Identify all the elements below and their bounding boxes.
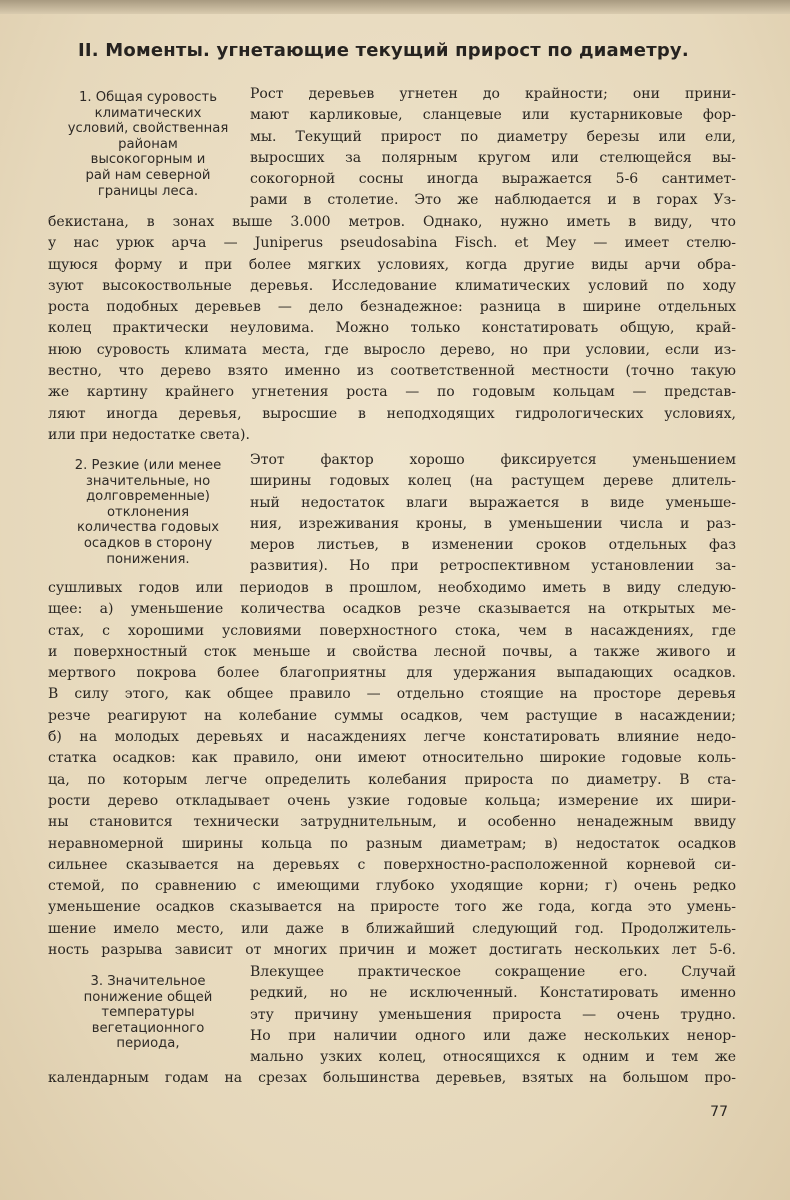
side-label-line: понижение общей bbox=[83, 989, 213, 1005]
section-heading: II. Моменты. угнетающие текущий прирост по диаметру. bbox=[78, 40, 689, 61]
section1-side-label bbox=[48, 90, 248, 199]
text-line: у нас урюк арча — Juniperus pseudosabina Fisch. et Mey — имеет стелю- bbox=[48, 235, 736, 252]
text-line: щее: а) уменьшение количества осадков резче сказывается на открытых ме- bbox=[48, 601, 736, 618]
text-line: ны становится технически затруднительным, и особенно ненадежным ввиду bbox=[48, 814, 736, 831]
text-line: бекистана, в зонах выше 3.000 метров. Однако, нужно иметь в виду, что bbox=[48, 214, 736, 230]
text-line: и поверхностный сток меньше и свойства лесной почвы, а также живого и bbox=[48, 643, 736, 660]
side-label-line: понижения. bbox=[106, 551, 190, 567]
section2-side-label bbox=[48, 458, 248, 567]
text-line: ширины годовых колец (на растущем дереве длитель- bbox=[250, 473, 736, 490]
text-line: статка осадков: как правило, они имеют относительно широкие годовые коль- bbox=[48, 750, 736, 767]
text-line: выросших за полярным кругом или стелющейся вы- bbox=[250, 149, 736, 166]
text-line: же картину крайнего угнетения роста — по годовым кольцам — представ- bbox=[48, 384, 736, 401]
text-line: сокогорной сосны иногда выражается 5-6 сантимет- bbox=[250, 171, 736, 188]
text-line: щуюся форму и при более мягких условиях, когда другие виды арчи обра- bbox=[48, 256, 736, 273]
text-line: календарным годам на срезах большинства деревьев, взятых на большом про- bbox=[48, 1070, 736, 1086]
text-line: рами в столетие. Это же наблюдается и в горах Уз- bbox=[250, 192, 736, 209]
text-line: роста подобных деревьев — дело безнадежное: разница в ширине отдельных bbox=[48, 299, 736, 316]
side-label-line: температуры bbox=[101, 1005, 195, 1021]
text-line: б) на молодых деревьях и насаждениях легче констатировать влияние недо- bbox=[48, 729, 736, 746]
text-line: стах, с хорошими условиями поверхностного стока, чем в насаждениях, где bbox=[48, 622, 736, 639]
section2-paragraph-top bbox=[250, 450, 736, 578]
text-line: ляют иногда деревья, выросшие в неподходящих гидрологических условиях, bbox=[48, 405, 736, 422]
text-line: зуют высокоствольные деревья. Исследование климатических условий по ходу bbox=[48, 277, 736, 294]
text-line: редкий, но не исключенный. Констатировать именно bbox=[250, 985, 736, 1002]
text-line: меров листьев, в изменении сроков отдельных фаз bbox=[250, 537, 736, 554]
text-line: Этот фактор хорошо фиксируется уменьшением bbox=[250, 452, 736, 468]
side-label-line: количества годовых bbox=[76, 520, 220, 536]
side-label-line: значительные, но bbox=[85, 473, 211, 489]
text-line: сушливых годов или периодов в прошлом, необходимо иметь в виду следую- bbox=[48, 580, 736, 596]
side-label-line: рай нам северной bbox=[85, 167, 211, 183]
side-label-line: 2. Резкие (или менее bbox=[74, 458, 222, 473]
side-label-line: осадков в сторону bbox=[83, 535, 213, 551]
text-line: стемой, по сравнению с имеющими глубоко уходящие корни; г) очень редко bbox=[48, 878, 736, 895]
side-label-line: границы леса. bbox=[97, 183, 199, 199]
page-number: 77 bbox=[710, 1104, 728, 1120]
text-line: вестно, что дерево взято именно из соответственной местности (точно такую bbox=[48, 363, 736, 380]
section1-paragraph-full bbox=[48, 212, 736, 446]
text-line: Влекущее практическое сокращение его. Случай bbox=[250, 964, 736, 980]
text-line: или при недостатке света). bbox=[48, 426, 250, 443]
text-line: ность разрыва зависит от многих причин и может достигать нескольких лет 5-6. bbox=[48, 942, 736, 959]
side-label-line: высокогорным и bbox=[90, 152, 206, 168]
side-label-line: долговременные) bbox=[86, 489, 210, 505]
side-label-line: климатических bbox=[94, 105, 202, 121]
text-line: мы. Текущий прирост по диаметру березы или ели, bbox=[250, 128, 736, 145]
text-line: резче реагируют на колебание суммы осадков, чем растущие в насаждении; bbox=[48, 707, 736, 724]
text-line: ния, изреживания кроны, в уменьшении числа и раз- bbox=[250, 515, 736, 532]
section2-paragraph-full bbox=[48, 578, 736, 961]
side-label-line: условий, свойственная bbox=[67, 121, 229, 137]
text-line: мают карликовые, сланцевые или кустарниковые фор- bbox=[250, 107, 736, 124]
text-line: эту причину уменьшения прироста — очень трудно. bbox=[250, 1006, 736, 1023]
text-line: нюю суровость климата места, где выросло дерево, но при условии, если из- bbox=[48, 341, 736, 358]
text-line: уменьшение осадков сказывается на приросте того же года, когда это умень- bbox=[48, 899, 736, 916]
text-line: Рост деревьев угнетен до крайности; они прини- bbox=[250, 86, 736, 102]
page-top-edge bbox=[0, 0, 790, 14]
section3-side-label bbox=[48, 974, 248, 1052]
text-line: ца, по которым легче определить колебания прироста по диаметру. В ста- bbox=[48, 771, 736, 788]
text-line: колец практически неуловима. Можно только констатировать общую, край- bbox=[48, 320, 736, 337]
side-label-line: 3. Значительное bbox=[90, 974, 206, 989]
side-label-line: отклонения bbox=[106, 504, 190, 520]
text-line: ный недостаток влаги выражается в виде уменьше- bbox=[250, 494, 736, 511]
side-label-line: периода, bbox=[116, 1036, 180, 1052]
section3-paragraph-full bbox=[48, 1068, 736, 1089]
text-line: рости дерево откладывает очень узкие годовые кольца; измерение их шири- bbox=[48, 792, 736, 809]
text-line: В силу этого, как общее правило — отдельно стоящие на просторе деревья bbox=[48, 686, 736, 703]
section3-paragraph-top bbox=[250, 962, 736, 1068]
side-label-line: вегетационного bbox=[91, 1020, 205, 1036]
text-line: мально узких колец, относящихся к одним и тем же bbox=[250, 1049, 736, 1066]
text-line: сильнее сказывается на деревьях с поверхностно-расположенной корневой си- bbox=[48, 856, 736, 873]
side-label-line: районам bbox=[118, 136, 178, 152]
text-line: развития). Но при ретроспективном установлении за- bbox=[250, 558, 736, 575]
text-line: мертвого покрова более благоприятны для удержания выпадающих осадков. bbox=[48, 665, 736, 682]
side-label-line: 1. Общая суровость bbox=[79, 90, 217, 105]
section1-paragraph-top bbox=[250, 84, 736, 212]
text-line: Но при наличии одного или даже нескольких ненор- bbox=[250, 1027, 736, 1044]
text-line: шение имело место, или даже в ближайший следующий год. Продолжитель- bbox=[48, 920, 736, 937]
text-line: неравномерной ширины кольца по разным диаметрам; в) недостаток осадков bbox=[48, 835, 736, 852]
